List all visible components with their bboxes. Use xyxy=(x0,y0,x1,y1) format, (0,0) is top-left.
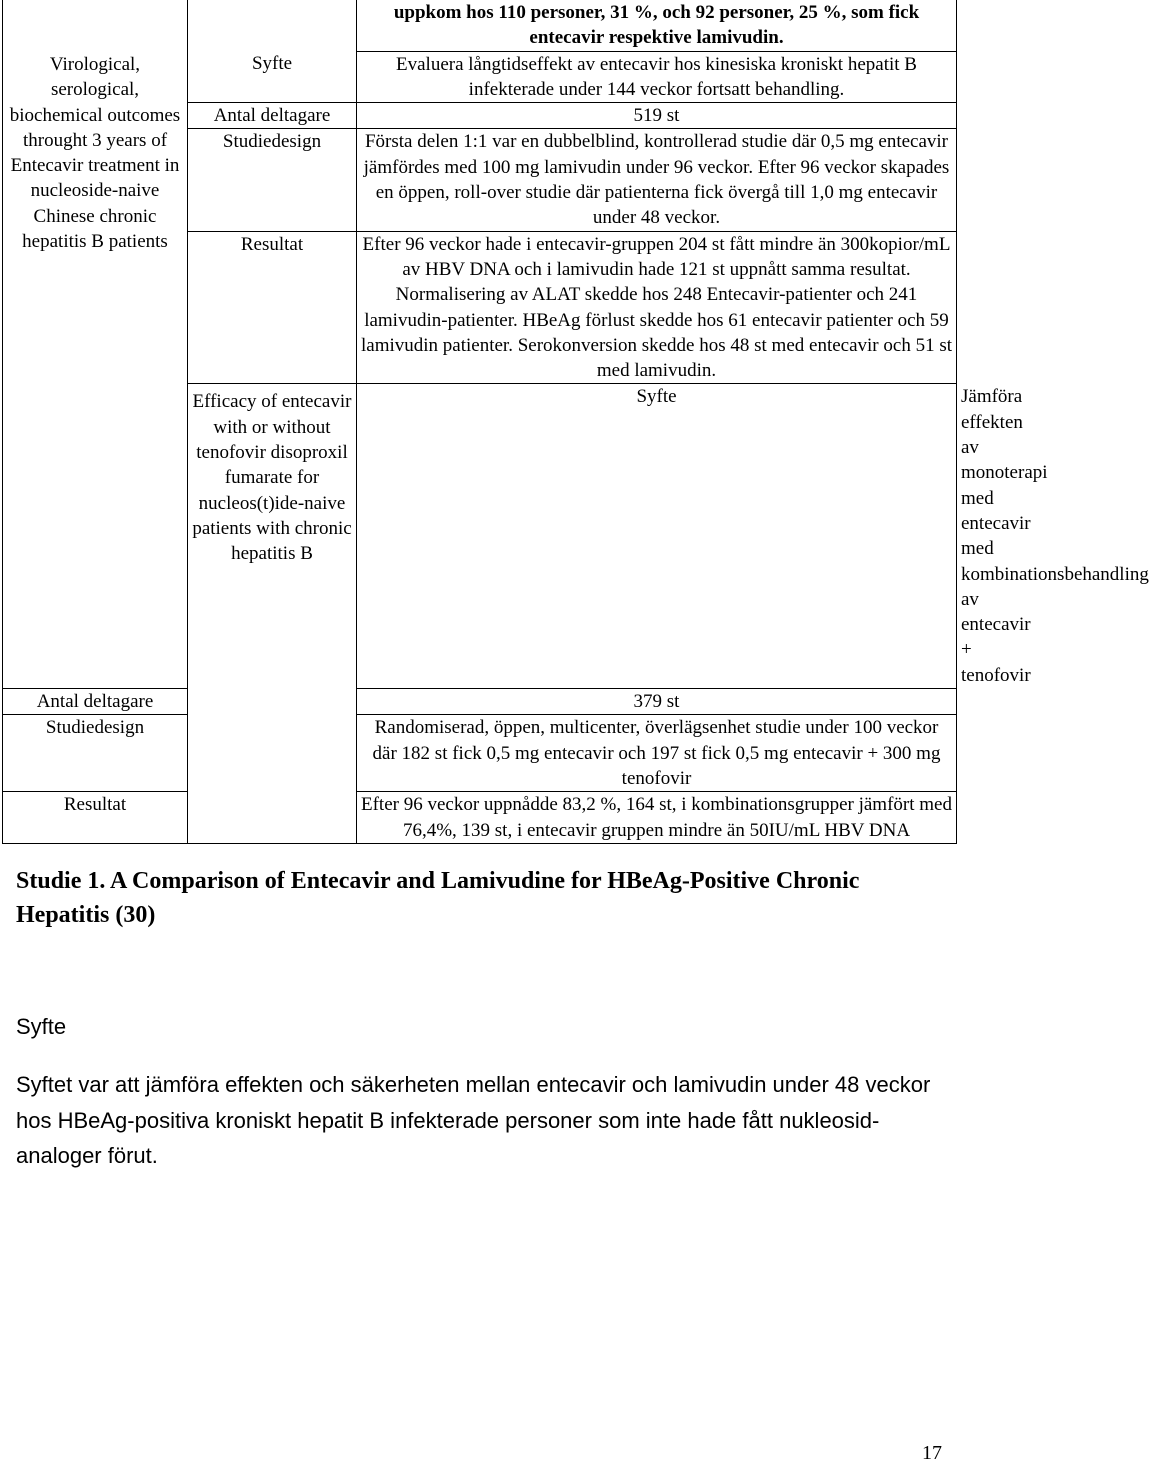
row-label-deltagare: Antal deltagare xyxy=(188,103,357,129)
row-label-syfte: Syfte xyxy=(357,384,957,689)
table-row: Efficacy of entecavir with or without tenofovir disoproxil fumarate for nucleos(t)ide-naive patients with chronic hepatitis B Syfte Jämföra effekten av monoterapi med entecavir med kombinationsbehandling av entecavir + tenofovir xyxy=(3,384,957,689)
row-value-deltagare: 519 st xyxy=(357,103,957,129)
row-label-resultat: Resultat xyxy=(188,231,357,384)
empty-label-cell xyxy=(188,0,357,51)
section-heading: Studie 1. A Comparison of Entecavir and Lamivudine for HBeAg-Positive Chronic Hepatitis (30) xyxy=(16,868,860,928)
row-label-studiedesign: Studiedesign xyxy=(3,715,188,792)
row-value-deltagare: 379 st xyxy=(357,689,957,715)
table-row xyxy=(3,0,957,51)
study-summary-table xyxy=(2,0,1149,844)
table-row xyxy=(3,792,957,844)
row-label-syfte: Syfte xyxy=(188,51,357,103)
page-number: 17 xyxy=(922,1442,942,1464)
study-b-title: Efficacy of entecavir with or without tenofovir disoproxil fumarate for nucleos(t)ide-naive patients with chronic hepatitis B xyxy=(188,384,357,843)
row-value-resultat: Efter 96 veckor uppnådde 83,2 %, 164 st, i kombinationsgrupper jämfört med 76,4%, 139 st, i entecavir gruppen mindre än 50IU/mL HBV DNA xyxy=(357,792,957,844)
table-row xyxy=(3,715,957,792)
row-label-resultat: Resultat xyxy=(3,792,188,844)
study-a-title: Virological, serological, biochemical outcomes throught 3 years of Entecavir treatment in nucleoside-naive Chinese chronic hepatitis B patients xyxy=(3,0,188,689)
row-value-resultat: Efter 96 veckor hade i entecavir-gruppen 204 st fått mindre än 300kopior/mL av HBV DNA och i lamivudin hade 121 st uppnått samma resultat. Normalisering av ALAT skedde hos 248 Entecavir-patienter och 241 lamivudin-patienter. HBeAg förlust skedde hos 61 entecavir patienter och 59 lamivudin patienter. Serokonversion skedde hos 48 st med entecavir och 51 st med lamivudin. xyxy=(357,231,957,384)
continued-result-text: uppkom hos 110 personer, 31 %, och 92 personer, 25 %, som fick entecavir respektive lamivudin. xyxy=(357,0,957,51)
row-value-syfte: Evaluera långtidseffekt av entecavir hos kinesiska kroniskt hepatit B infekterade under 144 veckor fortsatt behandling. xyxy=(357,51,957,103)
row-label-deltagare: Antal deltagare xyxy=(3,689,188,715)
row-value-studiedesign: Första delen 1:1 var en dubbelblind, kontrollerad studie där 0,5 mg entecavir jämfördes med 100 mg lamivudin under 96 veckor. Efter 96 veckor skapades en öppen, roll-over studie där patienterna fick övergå till 1,0 mg entecavir under 48 veckor. xyxy=(357,129,957,231)
body-paragraph: Syftet var att jämföra effekten och säkerheten mellan entecavir och lamivudin under 48 veckor hos HBeAg-positiva kroniskt hepatit B infekterade personer som inte hade fått nukleosid-analoger förut. xyxy=(16,1072,931,1168)
row-value-studiedesign: Randomiserad, öppen, multicenter, överlägsenhet studie under 100 veckor där 182 st fick 0,5 mg entecavir och 197 st fick 0,5 mg entecavir + 300 mg tenofovir xyxy=(357,715,957,792)
table-row xyxy=(3,689,957,715)
subsection-label: Syfte xyxy=(16,1014,67,1039)
row-label-studiedesign: Studiedesign xyxy=(188,129,357,231)
